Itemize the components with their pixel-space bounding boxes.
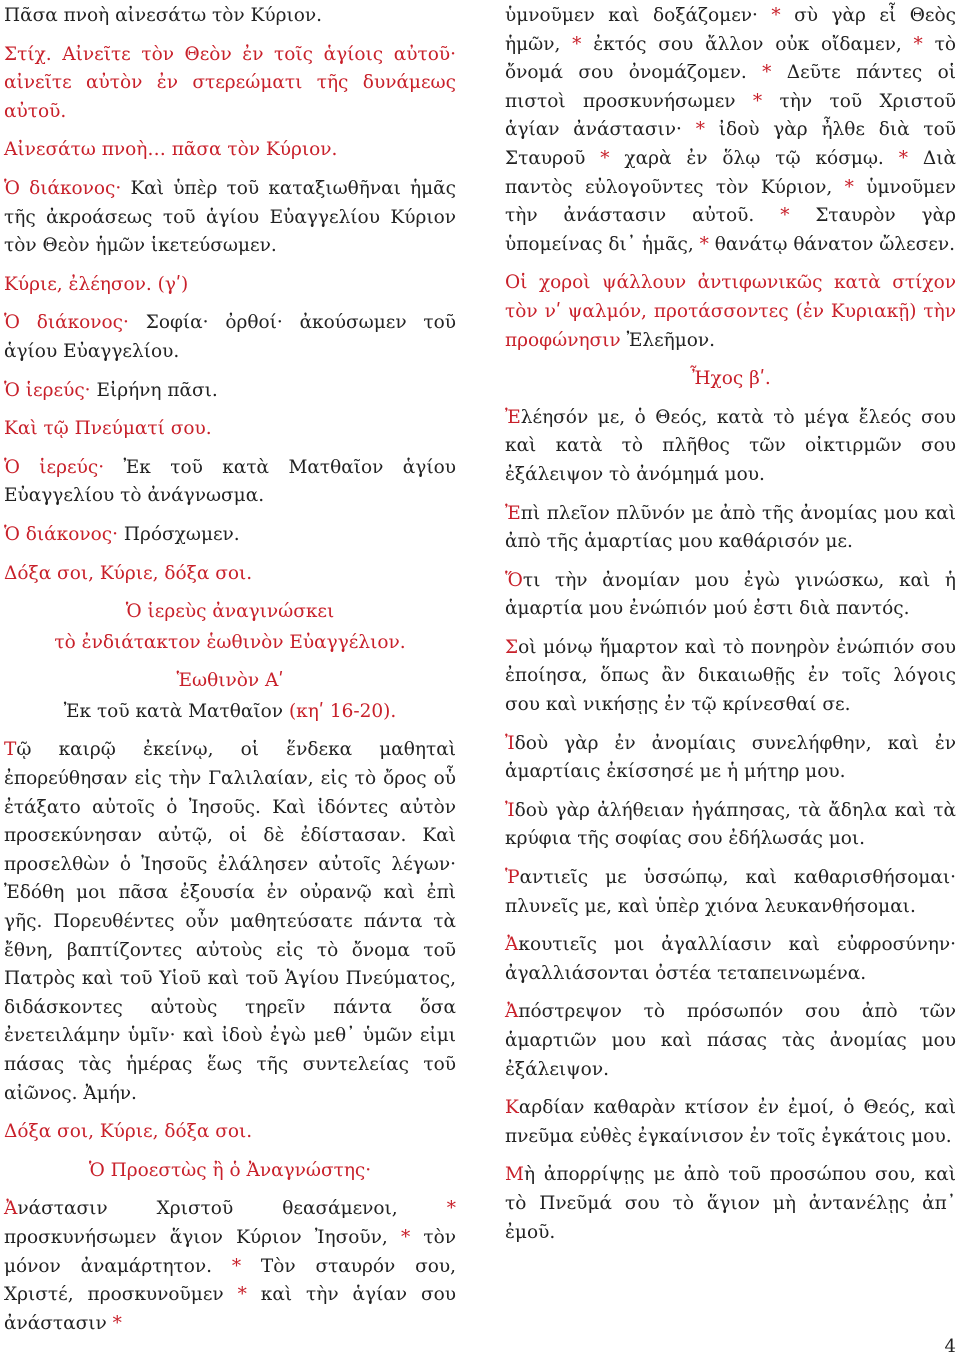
- rubric-text: *: [844, 176, 854, 198]
- rubric-text: Ὁ διάκονος·: [4, 523, 124, 545]
- paragraph: [505, 2, 956, 259]
- body-text: Εἰρήνη πᾶσι.: [96, 379, 218, 401]
- paragraph: [4, 1118, 456, 1147]
- rubric-text: *: [600, 147, 610, 169]
- rubric-heading: [4, 598, 456, 627]
- rubric-text: Ὁ διάκονος·: [4, 312, 146, 334]
- rubric-text: *: [231, 1255, 242, 1277]
- rubric-text: Σ: [505, 636, 519, 658]
- rubric-text: *: [752, 90, 763, 112]
- page-number: 4: [944, 1336, 956, 1357]
- paragraph: [4, 377, 456, 406]
- rubric-text: Ὁ ἱερεύς·: [4, 379, 97, 401]
- rubric-text: (κηʹ 16-20).: [288, 700, 397, 722]
- rubric-heading: [4, 1157, 456, 1186]
- rubric-text: Ἰ: [505, 732, 515, 754]
- body-text: ῷ καιρῷ ἐκείνῳ, οἱ ἕνδεκα μαθηταὶ ἐπορεύθησαν εἰς τὴν Γαλιλαίαν, εἰς τὸ ὄρος οὗ ἐτάξατο αὐτοῖς ὁ Ἰησοῦς. Καὶ ἰδόντες αὐτὸν προσεκύνησαν αὐτῷ, οἱ δὲ ἐδίστασαν. Καὶ προσελθὼν ὁ Ἰησοῦς ἐλάλησεν αὐτοῖς λέγων· Ἐδόθη μοι πᾶσα ἐξουσία ἐν οὐρανῷ καὶ ἐπὶ γῆς. Πορευθέντες οὖν μαθητεύσατε πάντα τὰ ἔθνη, βαπτίζοντες αὐτοὺς εἰς τὸ ὄνομα τοῦ Πατρὸς καὶ τοῦ Υἱοῦ καὶ τοῦ Ἁγίου Πνεύματος, διδάσκοντες αὐτοὺς τηρεῖν πάντα ὅσα ἐνετειλάμην ὑμῖν· καὶ ἰδοὺ ἐγὼ μεθ᾽ ὑμῶν εἰμι πάσας τὰς ἡμέρας ἕως τῆς συντελείας τοῦ αἰῶνος. Ἀμήν.: [4, 739, 456, 1104]
- paragraph: [505, 404, 956, 490]
- body-text: Διὰ παντὸς εὐλογοῦντες τὸν Κύριον,: [505, 147, 956, 198]
- rubric-text: Ἐ: [505, 502, 521, 524]
- rubric-text: Ὁ Προεστὼς ἢ ὁ Ἀναγνώστης·: [88, 1159, 372, 1181]
- rubric-text: Τ: [4, 739, 17, 761]
- body-text: Καὶ ὑπὲρ τοῦ καταξιωθῆναι ἡμᾶς τῆς ἀκροάσεως τοῦ ἁγίου Εὐαγγελίου Κύριον τὸν Θεὸν ἡμῶν ἱκετεύσωμεν.: [4, 177, 457, 257]
- paragraph: [4, 736, 456, 1108]
- rubric-text: τὸ ἐνδιάτακτον ἑωθινὸν Εὐαγγέλιον.: [54, 631, 406, 653]
- paragraph: [505, 500, 956, 557]
- rubric-text: Ἑωθινὸν Αʹ: [176, 670, 284, 692]
- rubric-text: *: [572, 33, 582, 55]
- rubric-text: Ὅ: [505, 569, 523, 591]
- body-text: Τὸν σταυρόν σου, Χριστέ, προσκυνοῦμεν: [4, 1255, 457, 1306]
- rubric-heading: [4, 629, 456, 658]
- rubric-text: *: [771, 5, 781, 26]
- rubric-heading: [4, 698, 456, 727]
- paragraph: [4, 41, 456, 127]
- paragraph: [505, 998, 956, 1084]
- rubric-text: *: [780, 205, 790, 227]
- paragraph: [505, 269, 956, 355]
- paragraph: [505, 730, 956, 787]
- rubric-heading: [505, 365, 956, 394]
- rubric-text: Δόξα σοι, Κύριε, δόξα σοι.: [4, 562, 253, 584]
- rubric-text: *: [898, 147, 908, 169]
- rubric-text: Ἀ: [505, 934, 519, 956]
- paragraph: [505, 864, 956, 921]
- paragraph: [505, 634, 956, 720]
- body-text: νάστασιν Χριστοῦ θεασάμενοι,: [17, 1198, 447, 1220]
- rubric-text: Οἱ χοροὶ ψάλλουν ἀντιφωνικῶς κατὰ στίχον τὸν νʹ ψαλμόν, προτάσσοντες (ἐν Κυριακῇ) τὴν προφώνησιν: [505, 272, 956, 351]
- rubric-text: *: [913, 33, 923, 55]
- body-text: δοὺ γὰρ ἀλήθειαν ἠγάπησας, τὰ ἄδηλα καὶ τὰ κρύφια τῆς σοφίας σου ἐδήλωσάς μοι.: [505, 799, 956, 850]
- body-text: τὸν μόνον ἀναμάρτητον.: [4, 1226, 457, 1277]
- rubric-text: *: [699, 233, 709, 255]
- rubric-text: Ἀ: [505, 1001, 519, 1023]
- body-text: πόστρεψον τὸ πρόσωπόν σου ἀπὸ τῶν ἁμαρτιῶν μου καὶ πάσας τὰς ἀνομίας μου ἐξάλειψον.: [505, 1001, 956, 1080]
- rubric-text: *: [762, 62, 772, 84]
- rubric-text: Ὁ ἱερεὺς ἀναγινώσκει: [125, 601, 335, 623]
- body-text: σὺ γὰρ εἶ Θεὸς ἡμῶν,: [505, 5, 956, 55]
- body-text: λέησόν με, ὁ Θεός, κατὰ τὸ μέγα ἔλεός σου καὶ κατὰ τὸ πλῆθος τῶν οἰκτιρμῶν σου ἐξάλειψον τὸ ἀνόμημά μου.: [505, 406, 956, 485]
- rubric-text: Ὁ διάκονος·: [4, 177, 131, 199]
- rubric-text: Αἰνεσάτω πνοὴ… πᾶσα τὸν Κύριον.: [4, 139, 338, 161]
- paragraph: [4, 415, 456, 444]
- body-text: Ἐκ τοῦ κατὰ Ματθαῖον ἁγίου Εὐαγγελίου τὸ ἀνάγνωσμα.: [4, 456, 456, 507]
- body-text: αντιεῖς με ὑσσώπῳ, καὶ καθαρισθήσομαι· πλυνεῖς με, καὶ ὑπὲρ χιόνα λευκανθήσομαι.: [505, 867, 956, 917]
- rubric-text: Ἰ: [505, 799, 515, 821]
- rubric-text: Ἐ: [505, 406, 521, 428]
- rubric-text: Κ: [505, 1097, 519, 1119]
- paragraph: [4, 309, 456, 366]
- body-text: ὑμνοῦμεν τὴν ἀνάστασιν αὐτοῦ.: [505, 176, 957, 227]
- body-text: τι τὴν ἀνομίαν μου ἐγὼ γινώσκω, καὶ ἡ ἁμαρτία μου ἐνώπιόν μού ἐστι διὰ παντός.: [505, 569, 956, 620]
- body-text: τὴν τοῦ Χριστοῦ ἁγίαν ἀνάστασιν·: [505, 90, 957, 141]
- paragraph: [4, 136, 456, 165]
- body-text: πὶ πλεῖον πλῦνόν με ἀπὸ τῆς ἀνομίας μου καὶ ἀπὸ τῆς ἁμαρτίας μου καθάρισόν με.: [505, 502, 956, 553]
- body-text: κουτιεῖς μοι ἀγαλλίασιν καὶ εὐφροσύνην· ἀγαλλιάσονται ὀστέα τεταπεινωμένα.: [505, 934, 956, 984]
- body-text: ἰδοὺ γὰρ ἦλθε διὰ τοῦ Σταυροῦ: [505, 119, 957, 169]
- body-text: ὴ ἀπορρίψῃς με ἀπὸ τοῦ προσώπου σου, καὶ τὸ Πνεῦμά σου τὸ ἅγιον μὴ ἀντανέλῃς ἀπ᾽ ἐμοῦ.: [505, 1164, 956, 1243]
- body-text: οὶ μόνῳ ἥμαρτον καὶ τὸ πονηρὸν ἐνώπιόν σου ἐποίησα, ὅπως ἂν δικαιωθῇς ἐν τοῖς λόγοις σου καὶ νικήσῃς ἐν τῷ κρίνεσθαί σε.: [505, 636, 956, 716]
- body-text: δοὺ γὰρ ἐν ἀνομίαις συνελήφθην, καὶ ἐν ἁμαρτίαις ἐκίσσησέ με ἡ μήτηρ μου.: [505, 732, 956, 783]
- paragraph: [505, 931, 956, 988]
- rubric-text: Στίχ. Αἰνεῖτε τὸν Θεὸν ἐν τοῖς ἁγίοις αὐτοῦ· αἰνεῖτε αὐτὸν ἐν στερεώματι τῆς δυνάμεως αὐτοῦ.: [4, 43, 456, 122]
- paragraph: [505, 1161, 956, 1247]
- body-text: Πρόσχωμεν.: [123, 523, 240, 545]
- left-column: [4, 2, 456, 1348]
- body-text: καὶ τὴν ἁγίαν σου ἀνάστασιν: [4, 1284, 457, 1334]
- rubric-text: Ῥ: [505, 867, 520, 889]
- body-text: τὸ ὄνομά σου ὀνομάζομεν.: [505, 33, 956, 84]
- right-column: [505, 2, 956, 1257]
- rubric-text: *: [695, 119, 705, 141]
- body-text: προσκυνήσωμεν ἅγιον Κύριον Ἰησοῦν,: [4, 1226, 401, 1248]
- body-text: ἐκτός σου ἄλλον οὐκ οἴδαμεν,: [581, 33, 914, 55]
- rubric-text: Κύριε, ἐλέησον. (γʹ): [4, 273, 189, 295]
- body-text: αρδίαν καθαρὰν κτίσον ἐν ἐμοί, ὁ Θεός, καὶ πνεῦμα εὐθὲς ἐγκαίνισον ἐν τοῖς ἐγκάτοις μου.: [505, 1097, 956, 1147]
- rubric-text: *: [112, 1312, 122, 1334]
- rubric-text: Ὁ ἱερεύς·: [4, 456, 124, 478]
- body-text: χαρὰ ἐν ὅλῳ τῷ κόσμῳ.: [609, 147, 899, 169]
- paragraph: [4, 1195, 456, 1338]
- rubric-text: Δόξα σοι, Κύριε, δόξα σοι.: [4, 1121, 253, 1143]
- body-text: θανάτῳ θάνατον ὤλεσεν.: [708, 233, 955, 255]
- rubric-text: Ἦχος βʹ.: [690, 368, 771, 390]
- rubric-text: *: [237, 1284, 247, 1306]
- body-text: Πᾶσα πνοὴ αἰνεσάτω τὸν Κύριον.: [4, 5, 322, 26]
- body-text: Ἐλεῆμον.: [626, 329, 716, 351]
- rubric-text: Ἀ: [4, 1198, 18, 1220]
- body-text: ὑμνοῦμεν καὶ δοξάζομεν·: [505, 5, 772, 26]
- rubric-text: *: [400, 1226, 411, 1248]
- body-text: Σταυρὸν γὰρ ὑπομείνας δι᾽ ἡμᾶς,: [505, 205, 956, 255]
- paragraph: [505, 1094, 956, 1151]
- paragraph: [4, 2, 456, 31]
- rubric-text: Μ: [505, 1164, 524, 1186]
- rubric-heading: [4, 667, 456, 696]
- rubric-text: *: [446, 1198, 456, 1220]
- paragraph: [505, 797, 956, 854]
- paragraph: [4, 521, 456, 550]
- body-text: Δεῦτε πάντες οἱ πιστοὶ προσκυνήσωμεν: [505, 62, 956, 112]
- paragraph: [4, 175, 456, 261]
- paragraph: [505, 567, 956, 624]
- paragraph: [4, 560, 456, 589]
- paragraph: [4, 454, 456, 511]
- body-text: Ἐκ τοῦ κατὰ Ματθαῖον: [63, 700, 289, 722]
- rubric-text: Καὶ τῷ Πνεύματί σου.: [4, 418, 212, 440]
- body-text: Σοφία· ὀρθοί· ἀκούσωμεν τοῦ ἁγίου Εὐαγγελίου.: [4, 312, 457, 362]
- paragraph: [4, 271, 456, 300]
